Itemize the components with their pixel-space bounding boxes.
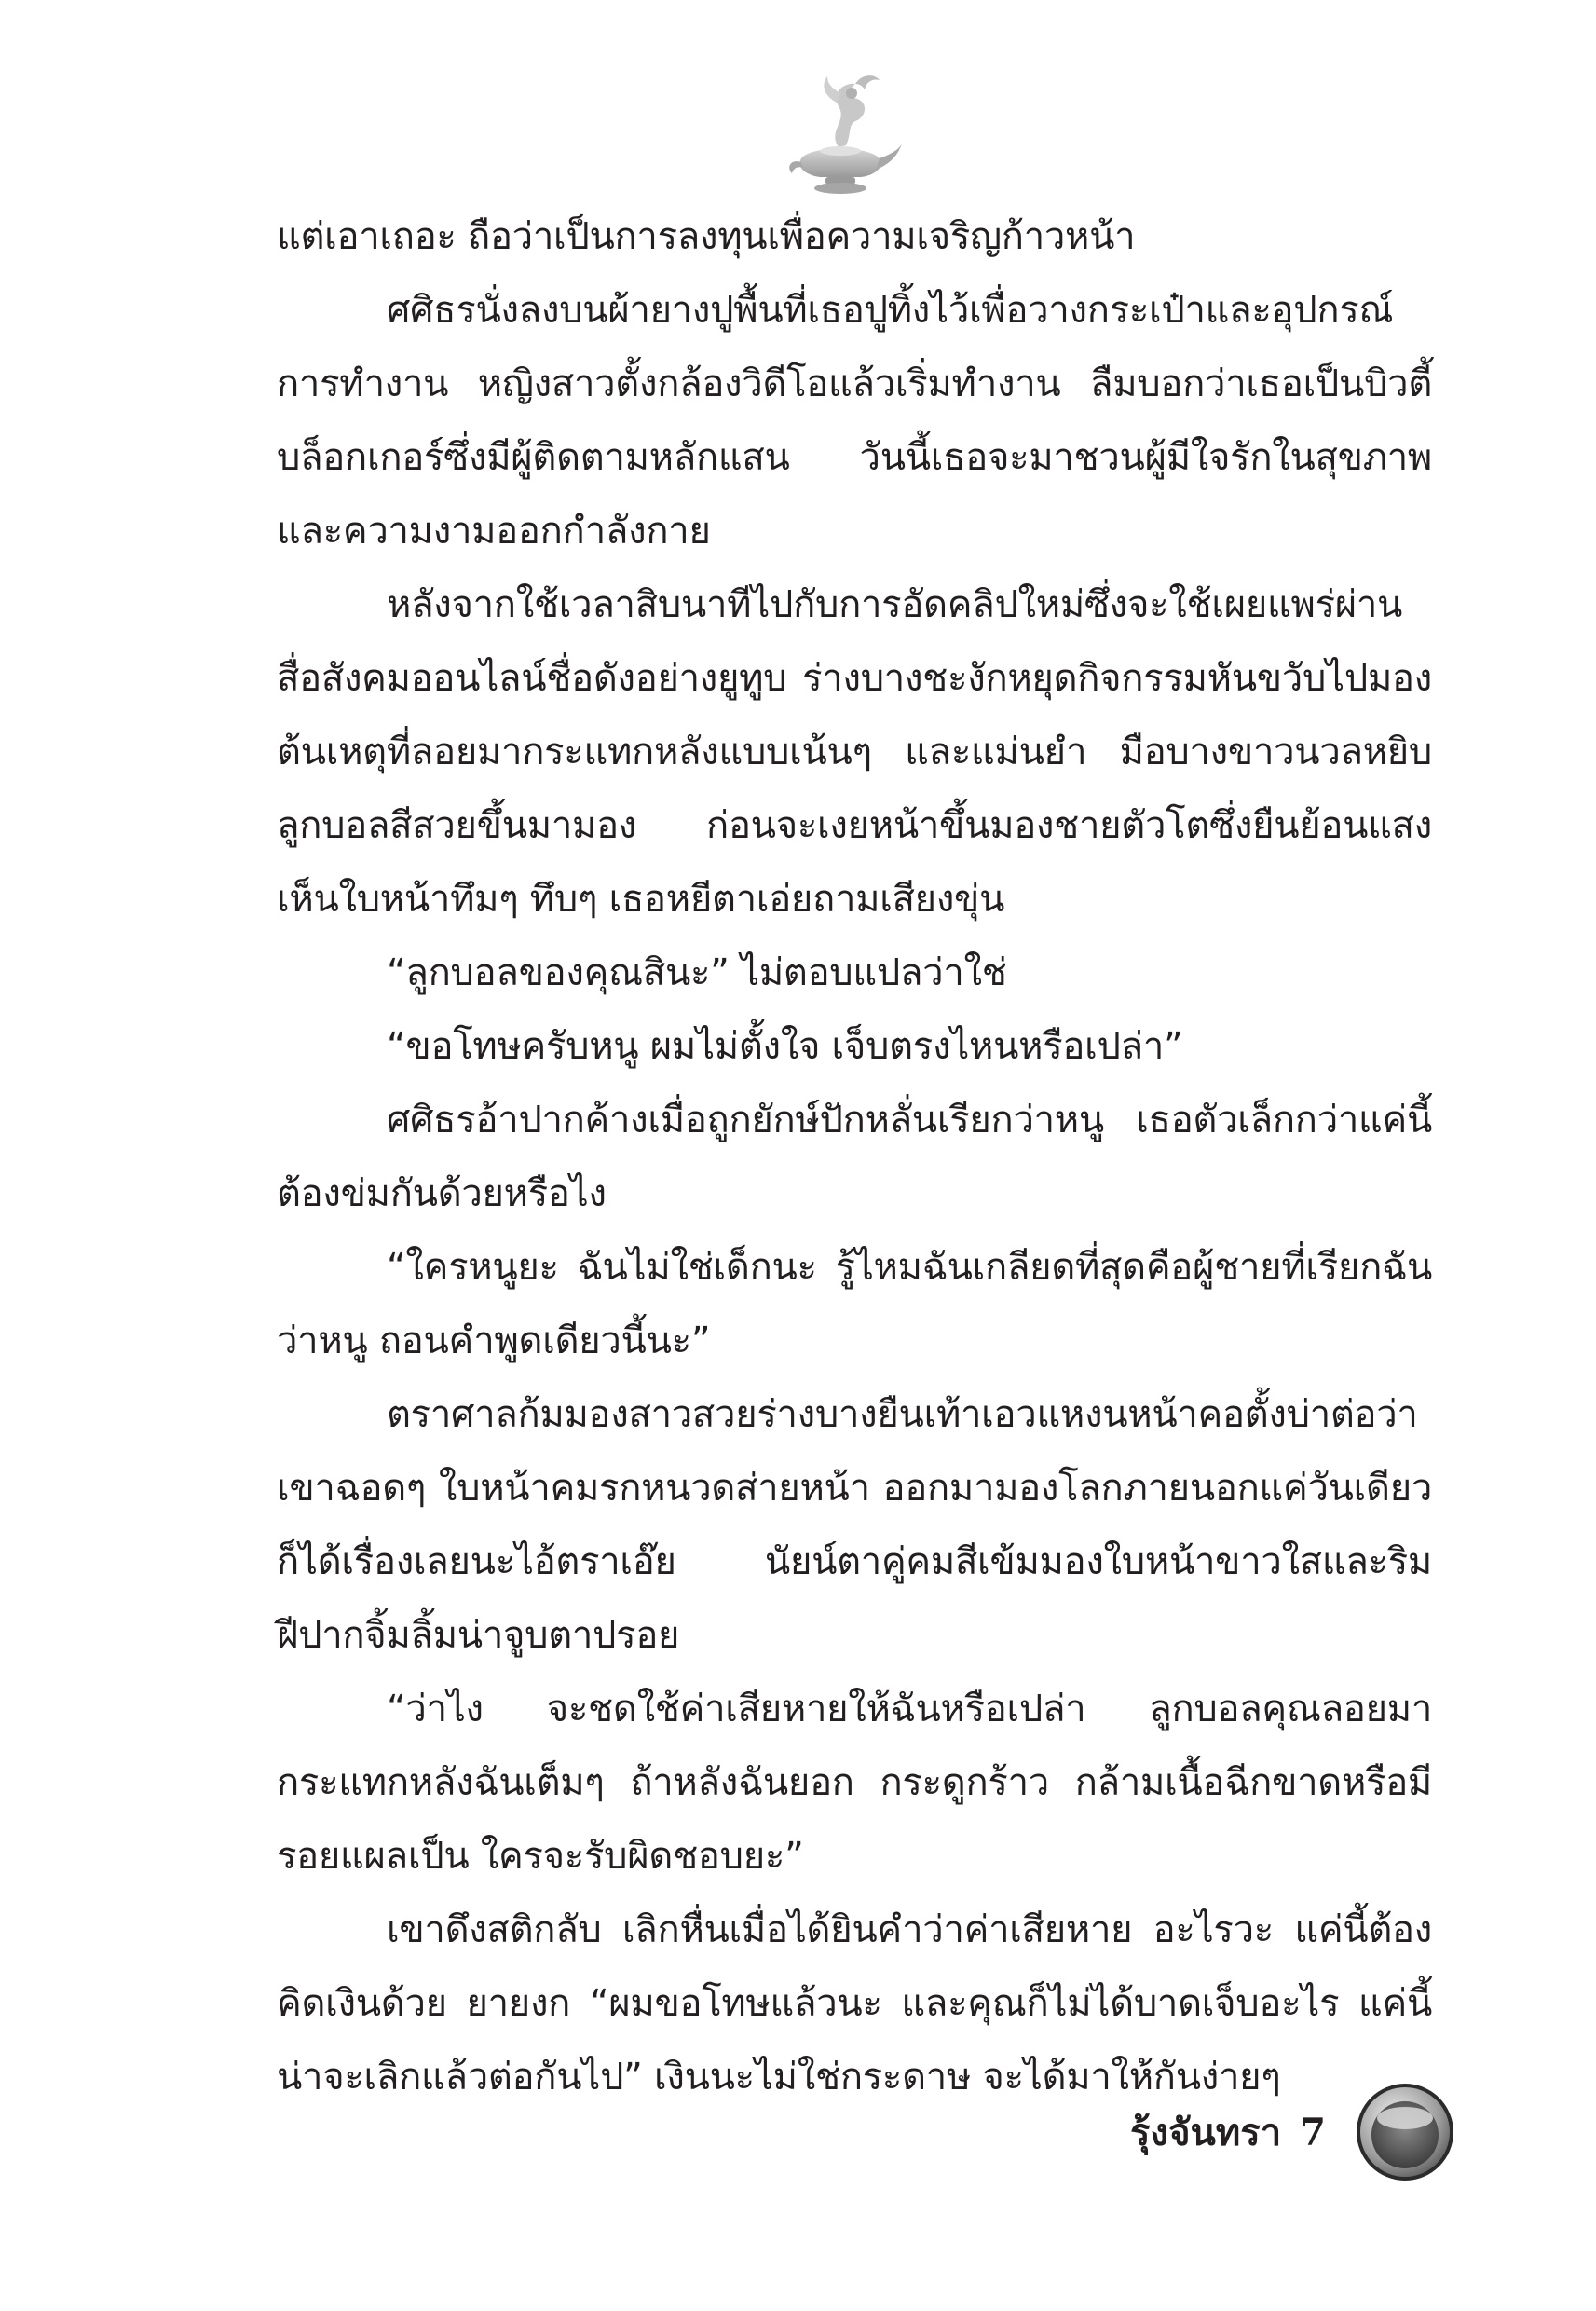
book-title: รุ้งจันทรา (1130, 2111, 1282, 2154)
page-number: 7 (1300, 2110, 1326, 2154)
page-footer (1130, 2076, 1456, 2188)
genie-lamp-icon (783, 65, 904, 205)
round-badge-icon (1354, 2081, 1456, 2183)
body-text (277, 200, 1432, 2114)
paragraph: “ลูกบอลของคุณสินะ” ไม่ตอบแปลว่าใช่ (387, 951, 1007, 994)
paragraph: ศศิธรนั่งลงบนผ้ายางปูพื้นที่เธอปูทิ้งไว้เพื่อวางกระเป๋าและอุปกรณ์การทำงาน หญิงสาวตั้งกล้องวิดีโอแล้วเริ่มทำงาน ลืมบอกว่าเธอเป็นบิวตี้บล็อกเกอร์ซึ่งมีผู้ติดตามหลักแสน วันนี้เธอจะมาชวนผู้มีใจรักในสุขภาพและความงามออกกำลังกาย (277, 289, 1432, 553)
paragraph: ตราศาลก้มมองสาวสวยร่างบางยืนเท้าเอวแหงนหน้าคอตั้งบ่าต่อว่าเขาฉอดๆ ใบหน้าคมรกหนวดส่ายหน้า ออกมามองโลกภายนอกแค่วันเดียวก็ได้เรื่องเลยนะไอ้ตราเอ๊ย นัยน์ตาคู่คมสีเข้มมองใบหน้าขาวใสและริมฝีปากจิ้มลิ้มน่าจูบตาปรอย (277, 1393, 1432, 1657)
paragraph: “ขอโทษครับหนู ผมไม่ตั้งใจ เจ็บตรงไหนหรือเปล่า” (387, 1025, 1183, 1068)
paragraph: “ว่าไง จะชดใช้ค่าเสียหายให้ฉันหรือเปล่า ลูกบอลคุณลอยมากระแทกหลังฉันเต็มๆ ถ้าหลังฉันยอก กระดูกร้าว กล้ามเนื้อฉีกขาดหรือมีรอยแผลเป็น ใครจะรับผิดชอบยะ” (277, 1688, 1432, 1878)
paragraph: แต่เอาเถอะ ถือว่าเป็นการลงทุนเพื่อความเจริญก้าวหน้า (277, 215, 1136, 258)
paragraph: ศศิธรอ้าปากค้างเมื่อถูกยักษ์ปักหลั่นเรียกว่าหนู เธอตัวเล็กกว่าแค่นี้ต้องข่มกันด้วยหรือไง (277, 1099, 1432, 1215)
paragraph: หลังจากใช้เวลาสิบนาทีไปกับการอัดคลิปใหม่ซึ่งจะใช้เผยแพร่ผ่านสื่อสังคมออนไลน์ชื่อดังอย่างยูทูบ ร่างบางชะงักหยุดกิจกรรมหันขวับไปมองต้นเหตุที่ลอยมากระแทกหลังแบบเน้นๆ และแม่นยำ มือบางขาวนวลหยิบลูกบอลสีสวยขึ้นมามอง ก่อนจะเงยหน้าขึ้นมองชายตัวโตซึ่งยืนย้อนแสงเห็นใบหน้าทึมๆ ทึบๆ เธอหยีตาเอ่ยถามเสียงขุ่น (277, 583, 1432, 921)
paragraph: “ใครหนูยะ ฉันไม่ใช่เด็กนะ รู้ไหมฉันเกลียดที่สุดคือผู้ชายที่เรียกฉันว่าหนู ถอนคำพูดเดียวนี้นะ” (277, 1246, 1432, 1362)
paragraph: เขาดึงสติกลับ เลิกหื่นเมื่อได้ยินคำว่าค่าเสียหาย อะไรวะ แค่นี้ต้องคิดเงินด้วย ยายงก “ผมขอโทษแล้วนะ และคุณก็ไม่ได้บาดเจ็บอะไร แค่นี้น่าจะเลิกแล้วต่อกันไป” เงินนะไม่ใช่กระดาษ จะได้มาให้กันง่ายๆ (277, 1908, 1432, 2099)
